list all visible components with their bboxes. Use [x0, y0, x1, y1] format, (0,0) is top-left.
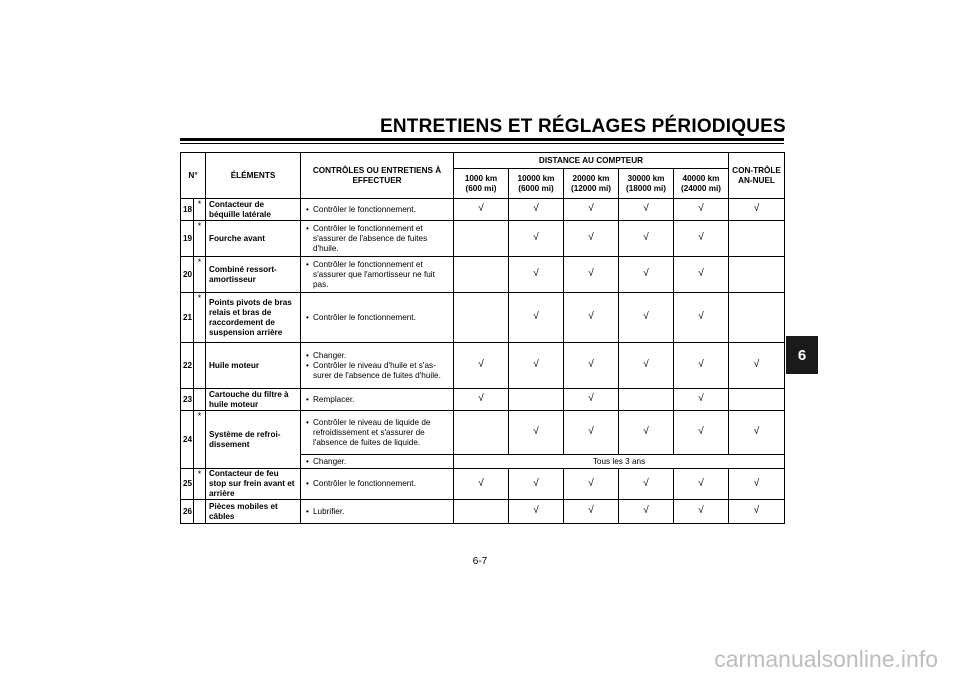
table-row: [181, 389, 785, 411]
check-text: • Remplacer.: [304, 395, 450, 405]
check-cell: √: [729, 343, 785, 389]
row-checks: [301, 343, 454, 389]
check-cell: √: [509, 293, 564, 343]
check-cell: [729, 257, 785, 293]
check-cell: √: [674, 500, 729, 524]
row-item: Contacteur de béquille latérale: [206, 199, 301, 221]
check-cell: √: [674, 389, 729, 411]
check-cell: √: [729, 500, 785, 524]
row-item: Huile moteur: [206, 343, 301, 389]
header-km-4: 40000 km (24000 mi): [674, 169, 729, 199]
check-cell: [454, 293, 509, 343]
check-cell: [509, 389, 564, 411]
header-num: N°: [181, 153, 206, 199]
watermark: carmanualsonline.info: [714, 646, 938, 672]
check-cell: √: [564, 257, 619, 293]
check-cell: √: [619, 469, 674, 500]
check-cell: √: [619, 500, 674, 524]
check-cell: √: [674, 469, 729, 500]
check-cell: √: [564, 500, 619, 524]
check-cell: √: [619, 257, 674, 293]
check-cell: √: [509, 411, 564, 455]
check-cell: √: [509, 199, 564, 221]
check-cell: √: [674, 411, 729, 455]
check-cell: √: [619, 221, 674, 257]
maintenance-table: [180, 152, 785, 524]
check-cell: √: [509, 221, 564, 257]
check-cell: √: [619, 199, 674, 221]
check-cell: √: [619, 411, 674, 455]
row-star: [194, 343, 206, 389]
table-row: [181, 469, 785, 500]
check-cell: √: [729, 411, 785, 455]
check-cell: [619, 389, 674, 411]
chapter-tab[interactable]: 6: [786, 336, 818, 374]
check-cell: √: [729, 469, 785, 500]
row-number: 22: [181, 343, 194, 389]
row-item: Fourche avant: [206, 221, 301, 257]
check-cell: √: [509, 500, 564, 524]
check-cell: √: [564, 199, 619, 221]
check-cell: √: [454, 343, 509, 389]
table-body: [181, 199, 785, 524]
row-checks: [301, 469, 454, 500]
row-star: *: [194, 199, 206, 221]
row-checks: [301, 455, 454, 469]
row-star: *: [194, 221, 206, 257]
title-rule-thin: [180, 143, 784, 144]
check-text: • Contrôler le fonctionnement et s'assurer de l'absence de fuites d'huile.: [304, 224, 450, 254]
table-row: [181, 199, 785, 221]
row-checks: [301, 411, 454, 455]
check-cell: [454, 500, 509, 524]
row-number: 26: [181, 500, 194, 524]
header-km-2: 20000 km (12000 mi): [564, 169, 619, 199]
row-number: 21: [181, 293, 194, 343]
check-cell: √: [674, 293, 729, 343]
interval-note: Tous les 3 ans: [454, 455, 785, 469]
row-star: [194, 389, 206, 411]
check-cell: √: [509, 343, 564, 389]
check-text: • Contrôler le fonctionnement.: [304, 479, 450, 489]
header-km-0: 1000 km (600 mi): [454, 169, 509, 199]
check-cell: √: [729, 199, 785, 221]
page-title: ENTRETIENS ET RÉGLAGES PÉRIODIQUES: [380, 116, 786, 137]
check-cell: √: [509, 469, 564, 500]
check-cell: √: [564, 221, 619, 257]
row-number: 19: [181, 221, 194, 257]
table-row: [181, 257, 785, 293]
page-number: 6-7: [472, 556, 488, 567]
row-checks: [301, 257, 454, 293]
check-text: • Changer.: [304, 351, 450, 361]
row-item: Cartouche du filtre à huile moteur: [206, 389, 301, 411]
row-star: *: [194, 469, 206, 500]
header-annual: CON-TRÔLE AN-NUEL: [729, 153, 785, 199]
row-number: 20: [181, 257, 194, 293]
check-text: • Contrôler le fonctionnement.: [304, 313, 450, 323]
check-cell: √: [564, 411, 619, 455]
row-checks: [301, 389, 454, 411]
check-cell: √: [454, 389, 509, 411]
check-cell: √: [674, 257, 729, 293]
check-text: • Contrôler le niveau d'huile et s'as-surer de l'absence de fuites d'huile.: [304, 361, 450, 381]
table-row: [181, 411, 785, 455]
row-star: *: [194, 293, 206, 343]
row-item: Points pivots de bras relais et bras de raccordement de suspension arrière: [206, 293, 301, 343]
title-rule: [180, 138, 784, 141]
row-item: Contacteur de feu stop sur frein avant et arrière: [206, 469, 301, 500]
check-cell: √: [564, 343, 619, 389]
table-row: [181, 500, 785, 524]
row-number: 24: [181, 411, 194, 469]
check-cell: √: [564, 469, 619, 500]
check-cell: [729, 389, 785, 411]
header-checks: CONTRÔLES OU ENTRETIENS À EFFECTUER: [301, 153, 454, 199]
row-star: *: [194, 257, 206, 293]
header-distance: DISTANCE AU COMPTEUR: [454, 153, 729, 169]
check-cell: √: [674, 199, 729, 221]
row-item: Système de refroi-dissement: [206, 411, 301, 469]
row-checks: [301, 221, 454, 257]
check-cell: [729, 221, 785, 257]
check-cell: [729, 293, 785, 343]
row-item: Pièces mobiles et câbles: [206, 500, 301, 524]
check-cell: [454, 411, 509, 455]
row-item: Combiné ressort-amortisseur: [206, 257, 301, 293]
row-number: 18: [181, 199, 194, 221]
check-cell: √: [564, 389, 619, 411]
table-row: [181, 343, 785, 389]
row-number: 23: [181, 389, 194, 411]
header-km-3: 30000 km (18000 mi): [619, 169, 674, 199]
check-text: • Changer.: [304, 457, 450, 467]
check-text: • Contrôler le fonctionnement.: [304, 205, 450, 215]
row-number: 25: [181, 469, 194, 500]
check-cell: √: [619, 343, 674, 389]
row-star: *: [194, 411, 206, 469]
check-cell: √: [564, 293, 619, 343]
table-row: [181, 293, 785, 343]
row-checks: [301, 293, 454, 343]
check-cell: √: [509, 257, 564, 293]
row-checks: [301, 199, 454, 221]
row-checks: [301, 500, 454, 524]
check-cell: [454, 221, 509, 257]
check-cell: √: [454, 199, 509, 221]
check-text: • Contrôler le fonctionnement et s'assurer que l'amortisseur ne fuit pas.: [304, 260, 450, 290]
header-km-1: 10000 km (6000 mi): [509, 169, 564, 199]
row-star: [194, 500, 206, 524]
check-text: • Contrôler le niveau de liquide de refroidissement et s'assurer de l'absence de fuites de liquide.: [304, 418, 450, 448]
check-cell: √: [454, 469, 509, 500]
check-text: • Lubrifier.: [304, 507, 450, 517]
check-cell: √: [619, 293, 674, 343]
table-row: [181, 221, 785, 257]
header-elements: ÉLÉMENTS: [206, 153, 301, 199]
check-cell: √: [674, 221, 729, 257]
check-cell: √: [674, 343, 729, 389]
check-cell: [454, 257, 509, 293]
